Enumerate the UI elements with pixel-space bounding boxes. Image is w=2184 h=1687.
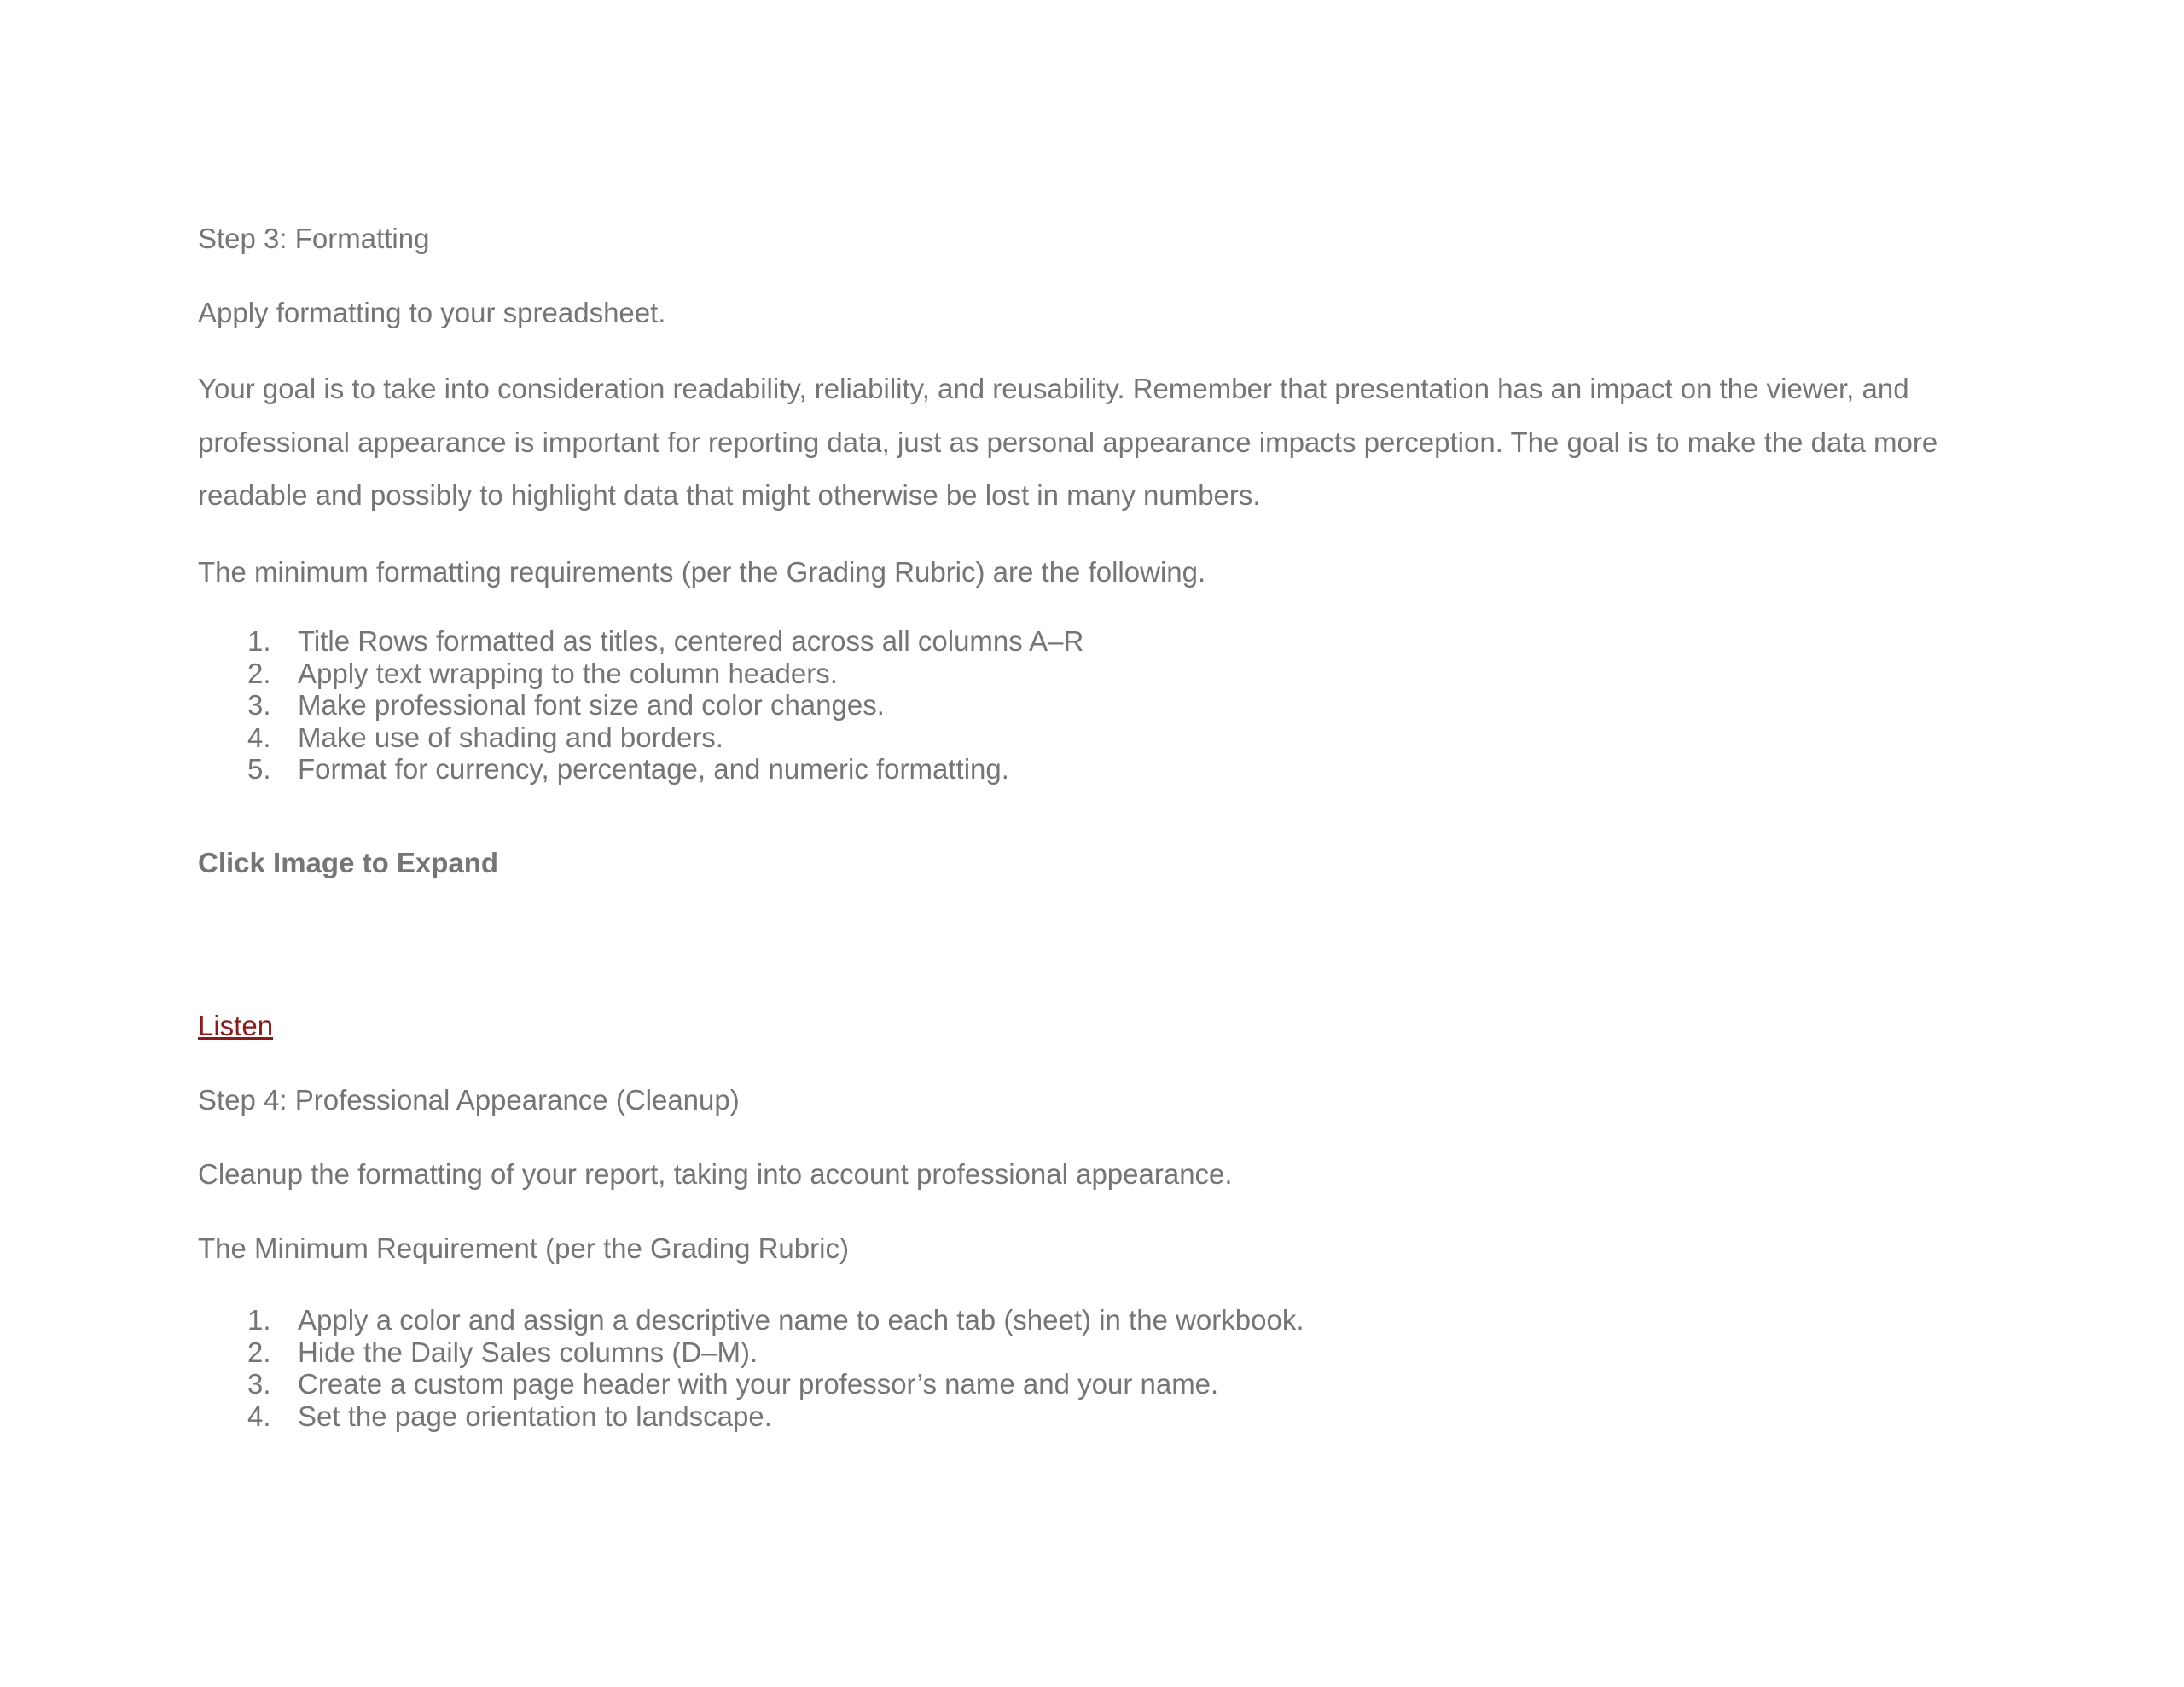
list-number: 3. <box>247 1368 271 1400</box>
list-text: Hide the Daily Sales columns (D–M). <box>298 1336 758 1368</box>
list-item <box>198 658 1083 690</box>
list-text: Title Rows formatted as titles, centered across all columns A–R <box>298 625 1084 657</box>
list-text: Apply a color and assign a descriptive name to each tab (sheet) in the workbook. <box>298 1304 1304 1336</box>
goal-line: professional appearance is important for reporting data, just as personal appearance impacts perception. The goal is to make the data more <box>198 426 1938 458</box>
list-text: Format for currency, percentage, and numeric formatting. <box>298 753 1009 786</box>
list-item <box>198 1368 1304 1400</box>
step4-requirements-intro: The Minimum Requirement (per the Grading Rubric) <box>198 1232 849 1264</box>
list-number: 2. <box>247 657 271 689</box>
click-image-to-expand-caption[interactable]: Click Image to Expand <box>198 847 499 878</box>
list-number: 3. <box>247 689 271 722</box>
list-item <box>198 689 1083 722</box>
step4-heading: Step 4: Professional Appearance (Cleanup) <box>198 1084 740 1116</box>
list-number: 4. <box>247 1400 271 1432</box>
list-text: Make use of shading and borders. <box>298 721 723 753</box>
listen-link[interactable]: Listen <box>198 1010 274 1041</box>
list-number: 4. <box>247 721 271 753</box>
goal-line: Your goal is to take into consideration readability, reliability, and reusability. Remember that presentation has an impact on the viewer, and <box>198 373 1909 404</box>
step3-requirements-list <box>198 625 1083 786</box>
list-item <box>198 625 1083 658</box>
list-number: 5. <box>247 753 271 786</box>
step3-intro: Apply formatting to your spreadsheet. <box>198 297 666 328</box>
list-text: Apply text wrapping to the column headers. <box>298 657 838 689</box>
step4-requirements-list <box>198 1304 1304 1432</box>
list-text: Make professional font size and color changes. <box>298 689 885 722</box>
list-number: 1. <box>247 1304 271 1336</box>
list-text: Set the page orientation to landscape. <box>298 1400 772 1432</box>
list-item <box>198 753 1083 786</box>
list-item <box>198 1304 1304 1336</box>
step4-intro: Cleanup the formatting of your report, taking into account professional appearance. <box>198 1158 1233 1190</box>
step3-requirements-intro: The minimum formatting requirements (per the Grading Rubric) are the following. <box>198 556 1206 588</box>
list-number: 2. <box>247 1336 271 1368</box>
step3-heading: Step 3: Formatting <box>198 223 430 254</box>
goal-line: readable and possibly to highlight data that might otherwise be lost in many numbers. <box>198 479 1261 511</box>
list-item <box>198 1336 1304 1369</box>
list-item <box>198 1400 1304 1433</box>
list-item <box>198 722 1083 754</box>
list-text: Create a custom page header with your professor’s name and your name. <box>298 1368 1219 1400</box>
list-number: 1. <box>247 625 271 657</box>
step3-goal-paragraph <box>198 362 1972 523</box>
